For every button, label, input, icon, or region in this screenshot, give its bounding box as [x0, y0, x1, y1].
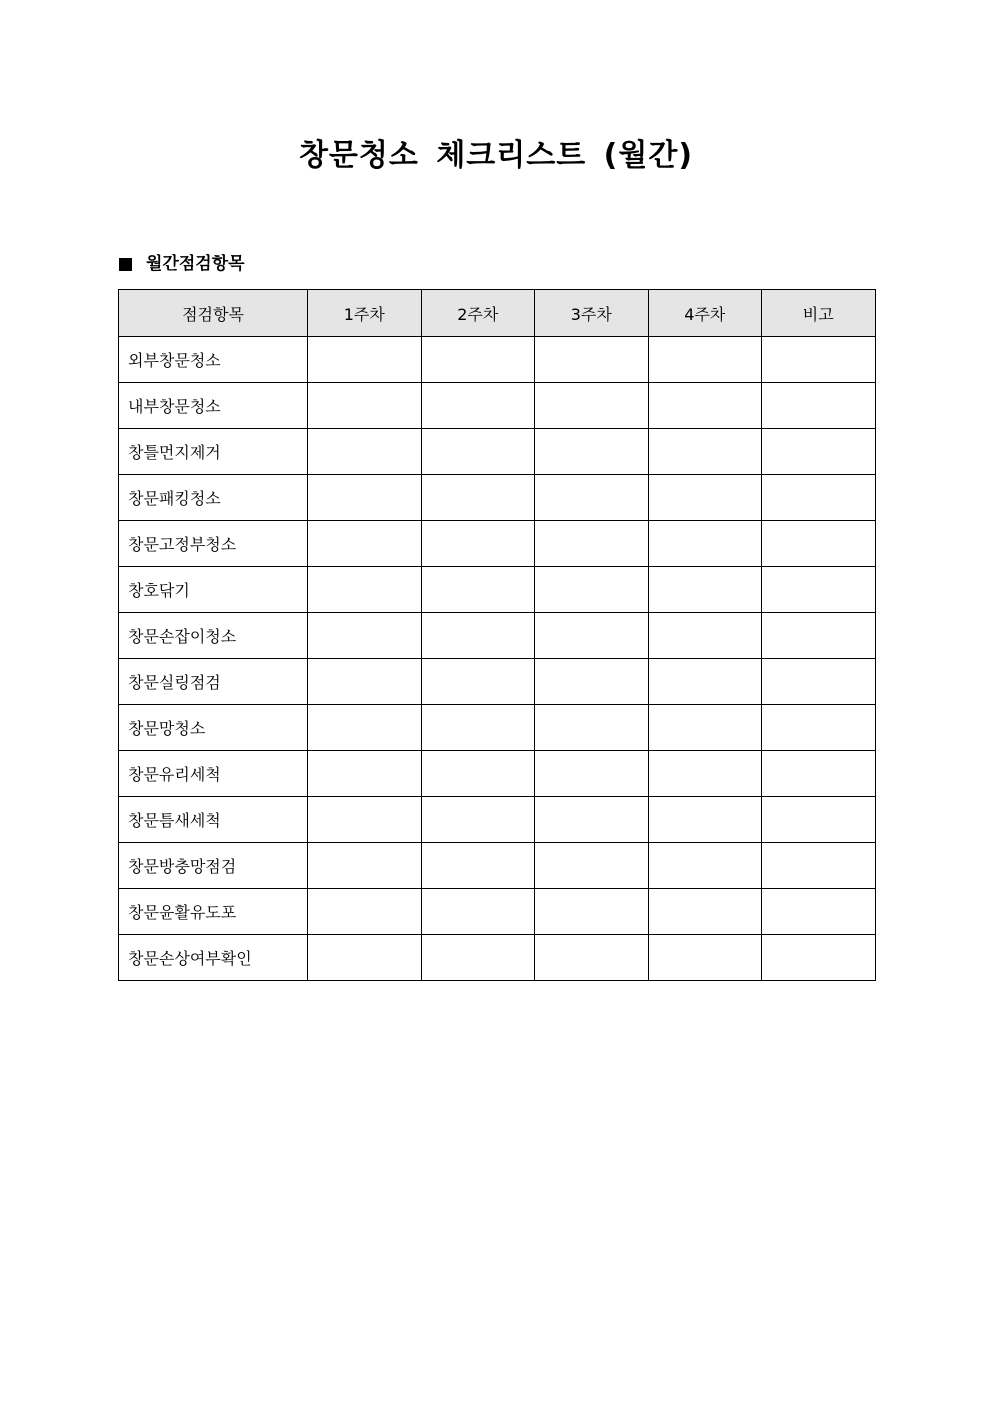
- table-row: [119, 567, 876, 613]
- week2-check-cell[interactable]: [421, 429, 535, 475]
- item-cell: 창문유리세척: [119, 751, 308, 797]
- table-row: [119, 843, 876, 889]
- week1-check-cell[interactable]: [308, 383, 422, 429]
- item-cell: 창문방충망점검: [119, 843, 308, 889]
- week4-check-cell[interactable]: [648, 889, 762, 935]
- note-cell[interactable]: [762, 935, 876, 981]
- week4-check-cell[interactable]: [648, 383, 762, 429]
- week3-check-cell[interactable]: [535, 889, 649, 935]
- table-row: [119, 751, 876, 797]
- table-row: [119, 475, 876, 521]
- week1-check-cell[interactable]: [308, 659, 422, 705]
- item-cell: 창문손잡이청소: [119, 613, 308, 659]
- week3-check-cell[interactable]: [535, 843, 649, 889]
- week1-check-cell[interactable]: [308, 429, 422, 475]
- week4-check-cell[interactable]: [648, 705, 762, 751]
- week1-check-cell[interactable]: [308, 751, 422, 797]
- week2-check-cell[interactable]: [421, 705, 535, 751]
- week3-check-cell[interactable]: [535, 429, 649, 475]
- note-cell[interactable]: [762, 383, 876, 429]
- week4-check-cell[interactable]: [648, 613, 762, 659]
- week3-check-cell[interactable]: [535, 935, 649, 981]
- item-cell: 창문틈새세척: [119, 797, 308, 843]
- week1-check-cell[interactable]: [308, 475, 422, 521]
- header-week4: 4주차: [648, 290, 762, 337]
- week2-check-cell[interactable]: [421, 797, 535, 843]
- item-cell: 창틀먼지제거: [119, 429, 308, 475]
- note-cell[interactable]: [762, 613, 876, 659]
- header-week2: 2주차: [421, 290, 535, 337]
- section-heading: [119, 252, 245, 276]
- week3-check-cell[interactable]: [535, 705, 649, 751]
- table-row: [119, 705, 876, 751]
- table-header-row: [119, 290, 876, 337]
- note-cell[interactable]: [762, 337, 876, 383]
- week4-check-cell[interactable]: [648, 659, 762, 705]
- week3-check-cell[interactable]: [535, 521, 649, 567]
- item-cell: 창문윤활유도포: [119, 889, 308, 935]
- week1-check-cell[interactable]: [308, 567, 422, 613]
- week1-check-cell[interactable]: [308, 613, 422, 659]
- week2-check-cell[interactable]: [421, 475, 535, 521]
- header-week3: 3주차: [535, 290, 649, 337]
- week2-check-cell[interactable]: [421, 659, 535, 705]
- document-title: 창문청소 체크리스트 (월간): [298, 138, 694, 173]
- week2-check-cell[interactable]: [421, 613, 535, 659]
- item-cell: 창문실링점검: [119, 659, 308, 705]
- monthly-checklist-table: [118, 289, 876, 981]
- table-row: [119, 659, 876, 705]
- week1-check-cell[interactable]: [308, 521, 422, 567]
- item-cell: 창문고정부청소: [119, 521, 308, 567]
- week2-check-cell[interactable]: [421, 383, 535, 429]
- note-cell[interactable]: [762, 889, 876, 935]
- week1-check-cell[interactable]: [308, 337, 422, 383]
- note-cell[interactable]: [762, 429, 876, 475]
- week3-check-cell[interactable]: [535, 475, 649, 521]
- table-row: [119, 521, 876, 567]
- table-row: [119, 797, 876, 843]
- week3-check-cell[interactable]: [535, 613, 649, 659]
- week4-check-cell[interactable]: [648, 429, 762, 475]
- week2-check-cell[interactable]: [421, 751, 535, 797]
- header-note: 비고: [762, 290, 876, 337]
- section-heading-label: 월간점검항목: [146, 254, 245, 274]
- table-row: [119, 383, 876, 429]
- week3-check-cell[interactable]: [535, 751, 649, 797]
- note-cell[interactable]: [762, 659, 876, 705]
- week1-check-cell[interactable]: [308, 797, 422, 843]
- week2-check-cell[interactable]: [421, 935, 535, 981]
- item-cell: 창문손상여부확인: [119, 935, 308, 981]
- note-cell[interactable]: [762, 797, 876, 843]
- week3-check-cell[interactable]: [535, 567, 649, 613]
- week4-check-cell[interactable]: [648, 337, 762, 383]
- week4-check-cell[interactable]: [648, 797, 762, 843]
- table-row: [119, 889, 876, 935]
- week2-check-cell[interactable]: [421, 889, 535, 935]
- item-cell: 창호닦기: [119, 567, 308, 613]
- week4-check-cell[interactable]: [648, 567, 762, 613]
- week4-check-cell[interactable]: [648, 475, 762, 521]
- note-cell[interactable]: [762, 843, 876, 889]
- table-row: [119, 337, 876, 383]
- note-cell[interactable]: [762, 705, 876, 751]
- week2-check-cell[interactable]: [421, 843, 535, 889]
- note-cell[interactable]: [762, 751, 876, 797]
- table-row: [119, 613, 876, 659]
- week3-check-cell[interactable]: [535, 383, 649, 429]
- week2-check-cell[interactable]: [421, 337, 535, 383]
- table-row: [119, 429, 876, 475]
- note-cell[interactable]: [762, 521, 876, 567]
- week1-check-cell[interactable]: [308, 935, 422, 981]
- week4-check-cell[interactable]: [648, 843, 762, 889]
- week3-check-cell[interactable]: [535, 797, 649, 843]
- week3-check-cell[interactable]: [535, 337, 649, 383]
- week4-check-cell[interactable]: [648, 935, 762, 981]
- header-item: 점검항목: [119, 290, 308, 337]
- item-cell: 내부창문청소: [119, 383, 308, 429]
- item-cell: 외부창문청소: [119, 337, 308, 383]
- header-week1: 1주차: [308, 290, 422, 337]
- week4-check-cell[interactable]: [648, 751, 762, 797]
- week2-check-cell[interactable]: [421, 521, 535, 567]
- item-cell: 창문망청소: [119, 705, 308, 751]
- week1-check-cell[interactable]: [308, 889, 422, 935]
- week4-check-cell[interactable]: [648, 521, 762, 567]
- week1-check-cell[interactable]: [308, 705, 422, 751]
- item-cell: 창문패킹청소: [119, 475, 308, 521]
- week1-check-cell[interactable]: [308, 843, 422, 889]
- table-row: [119, 935, 876, 981]
- note-cell[interactable]: [762, 567, 876, 613]
- note-cell[interactable]: [762, 475, 876, 521]
- week3-check-cell[interactable]: [535, 659, 649, 705]
- week2-check-cell[interactable]: [421, 567, 535, 613]
- black-square-bullet-icon: [119, 258, 132, 271]
